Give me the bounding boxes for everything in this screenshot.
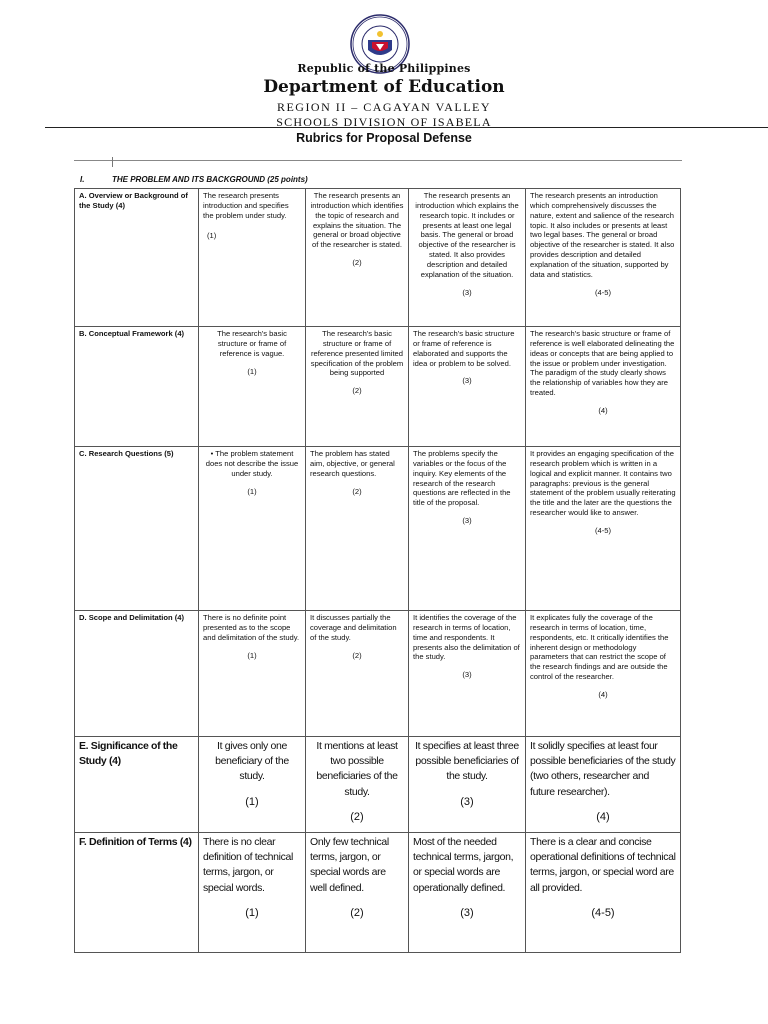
rubric-text: The research presents an introduction which identifies the topic of research and explains the situation. The general or broad objective of the researcher is stated. [310,191,404,250]
rubric-text: The problems specify the variables or the focus of the inquiry. Key elements of the research of the research questions are reflected in the title of the proposal. [413,449,511,508]
score-label: (4) [596,810,610,823]
rubric-cell [306,447,409,611]
rubric-text: The research presents an introduction which comprehensively discusses the nature, extent and salience of the research topic. It also includes or presents at least two legal bases. The general or broad objective of the researcher is stated. It also provides description and detailed explanation of the situation, supported by data and statistics. [530,191,675,279]
score-label: (3) [462,376,472,386]
rubric-cell [306,189,409,327]
rubric-text: It gives only one beneficiary of the study. [215,740,289,783]
rubric-cell [199,189,306,327]
score-label: (1) [247,486,257,496]
table-row [75,611,681,737]
rubric-cell [409,189,526,327]
table-row [75,833,681,953]
rubric-text: • The problem statement does not describe the issue under study. [205,449,299,478]
score-label: (3) [462,516,472,526]
section-header [74,160,682,189]
score-label: (4) [598,406,608,416]
rubric-text: It provides an engaging specification of the research problem which is written in a logical and explicit manner. It contains two paragraphs: previous is the general statement of the problem usually reiterating the title and the later are the questions the researcher would like to answer. [530,449,676,518]
rubric-text: It specifies at least three possible beneficiaries of the study. [415,740,519,783]
rubric-text: There is no clear definition of technical terms, jargon, or special words. [203,836,294,894]
score-label: (4) [598,690,608,700]
section-number: I. [80,175,85,184]
score-label: (2) [352,386,362,396]
score-label: (2) [352,258,362,268]
rubric-cell [409,447,526,611]
score-label: (3) [462,670,472,680]
score-label: (1) [245,795,259,808]
criterion-cell: A. Overview or Background of the Study (4) [75,189,199,327]
rubric-cell [306,327,409,447]
rubric-text: The research presents introduction and specifies the problem under study. [203,191,289,220]
division-line: SCHOOLS DIVISION OF ISABELA [276,115,492,129]
score-label: (1) [247,366,257,376]
table-row [75,189,681,327]
score-label: (2) [352,650,362,660]
score-label: (3) [460,906,474,919]
table-row [75,447,681,611]
rubric-text: Most of the needed technical terms, jargon, or special words are operationally defined. [413,836,514,894]
score-label: (4-5) [594,287,612,297]
rubric-cell [526,737,681,833]
rubric-cell [199,327,306,447]
rubric-text: The research's basic structure or frame of reference is well elaborated delineating the ideas or concepts that are being applied to the issue or problem under investigation. The paradigm of the study clearly shows the relationship of variables how they are treated. [530,329,675,398]
document-title: Rubrics for Proposal Defense [296,131,472,145]
rubric-text: The research's basic structure or frame of reference is elaborated and supports the idea or problem to be solved. [413,329,515,368]
criterion-cell: C. Research Questions (5) [75,447,199,611]
rubric-cell [409,737,526,833]
score-label: (3) [460,795,474,808]
score-label: (4-5) [591,906,615,919]
rubric-text: The research presents an introduction which explains the research topic. It includes or presents at least one legal basis. The general or broad objective of the researcher is stated. It also provides description and detailed explanation of the situation. [415,191,519,279]
rubric-text: It discusses partially the coverage and delimitation of the study. [310,613,397,642]
rubric-cell [409,611,526,737]
rubric-cell [526,327,681,447]
score-label: (1) [247,650,257,660]
rubric-cell [199,833,306,953]
criterion-text: F. Definition of Terms (4) [79,836,192,848]
score-label: (3) [462,287,472,297]
rubric-text: The research's basic structure or frame of reference presented limited specification of the problem being supported [310,329,404,378]
rubric-text: The research's basic structure or frame of reference is vague. [217,329,287,358]
rubric-text: There is a clear and concise operational definitions of technical terms, jargon, or special word are all provided. [530,836,676,894]
rubric-cell [526,833,681,953]
criterion-cell: B. Conceptual Framework (4) [75,327,199,447]
criterion-text: E. Significance of the Study (4) [79,740,178,768]
rubric-cell [199,611,306,737]
letterhead [0,62,768,130]
score-label: (4-5) [594,526,612,536]
rubric-text: It explicates fully the coverage of the research in terms of location, time, respondents, etc. It critically identifies the inherent design or methodology parameters that can restrict the scope of the research findings and are outside the control of the researcher. [530,613,669,682]
rubric-text: It mentions at least two possible beneficiaries of the study. [316,740,398,798]
region-line: REGION II – CAGAYAN VALLEY [276,100,492,114]
rubric-text: Only few technical terms, jargon, or special words are well defined. [310,836,389,894]
score-label: (2) [350,810,364,823]
rubric-text: It identifies the coverage of the research in terms of location, time and respondents. It presents also the delimitation of the study. [413,613,520,662]
criterion-cell: D. Scope and Delimitation (4) [75,611,199,737]
rubric-cell [306,737,409,833]
rubric-cell [526,189,681,327]
rubric-cell [306,833,409,953]
department-name: Department of Education [263,77,505,97]
decorative-tick [112,157,113,167]
rubric-cell [306,611,409,737]
rubric-cell [199,447,306,611]
rubric-text: There is no definite point presented as to the scope and delimitation of the study. [203,613,300,642]
criterion-cell [75,737,199,833]
rubric-cell [526,447,681,611]
rubric-cell [409,833,526,953]
header-divider [45,127,768,128]
score-label: (2) [352,486,362,496]
rubric-cell [526,611,681,737]
rubric-cell [409,327,526,447]
section-label: THE PROBLEM AND ITS BACKGROUND (25 points) [112,175,308,184]
table-row [75,327,681,447]
criterion-cell [75,833,199,953]
rubric-table [74,188,681,953]
rubric-text: The problem has stated aim, objective, or general research questions. [310,449,395,478]
rubric-text: It solidly specifies at least four possible beneficiaries of the study (two others, researcher and future researcher). [530,740,676,798]
score-label: (1) [207,230,217,240]
table-row [75,737,681,833]
republic-line: Republic of the Philippines [297,62,471,75]
score-label: (1) [245,906,259,919]
rubric-cell [199,737,306,833]
score-label: (2) [350,906,364,919]
